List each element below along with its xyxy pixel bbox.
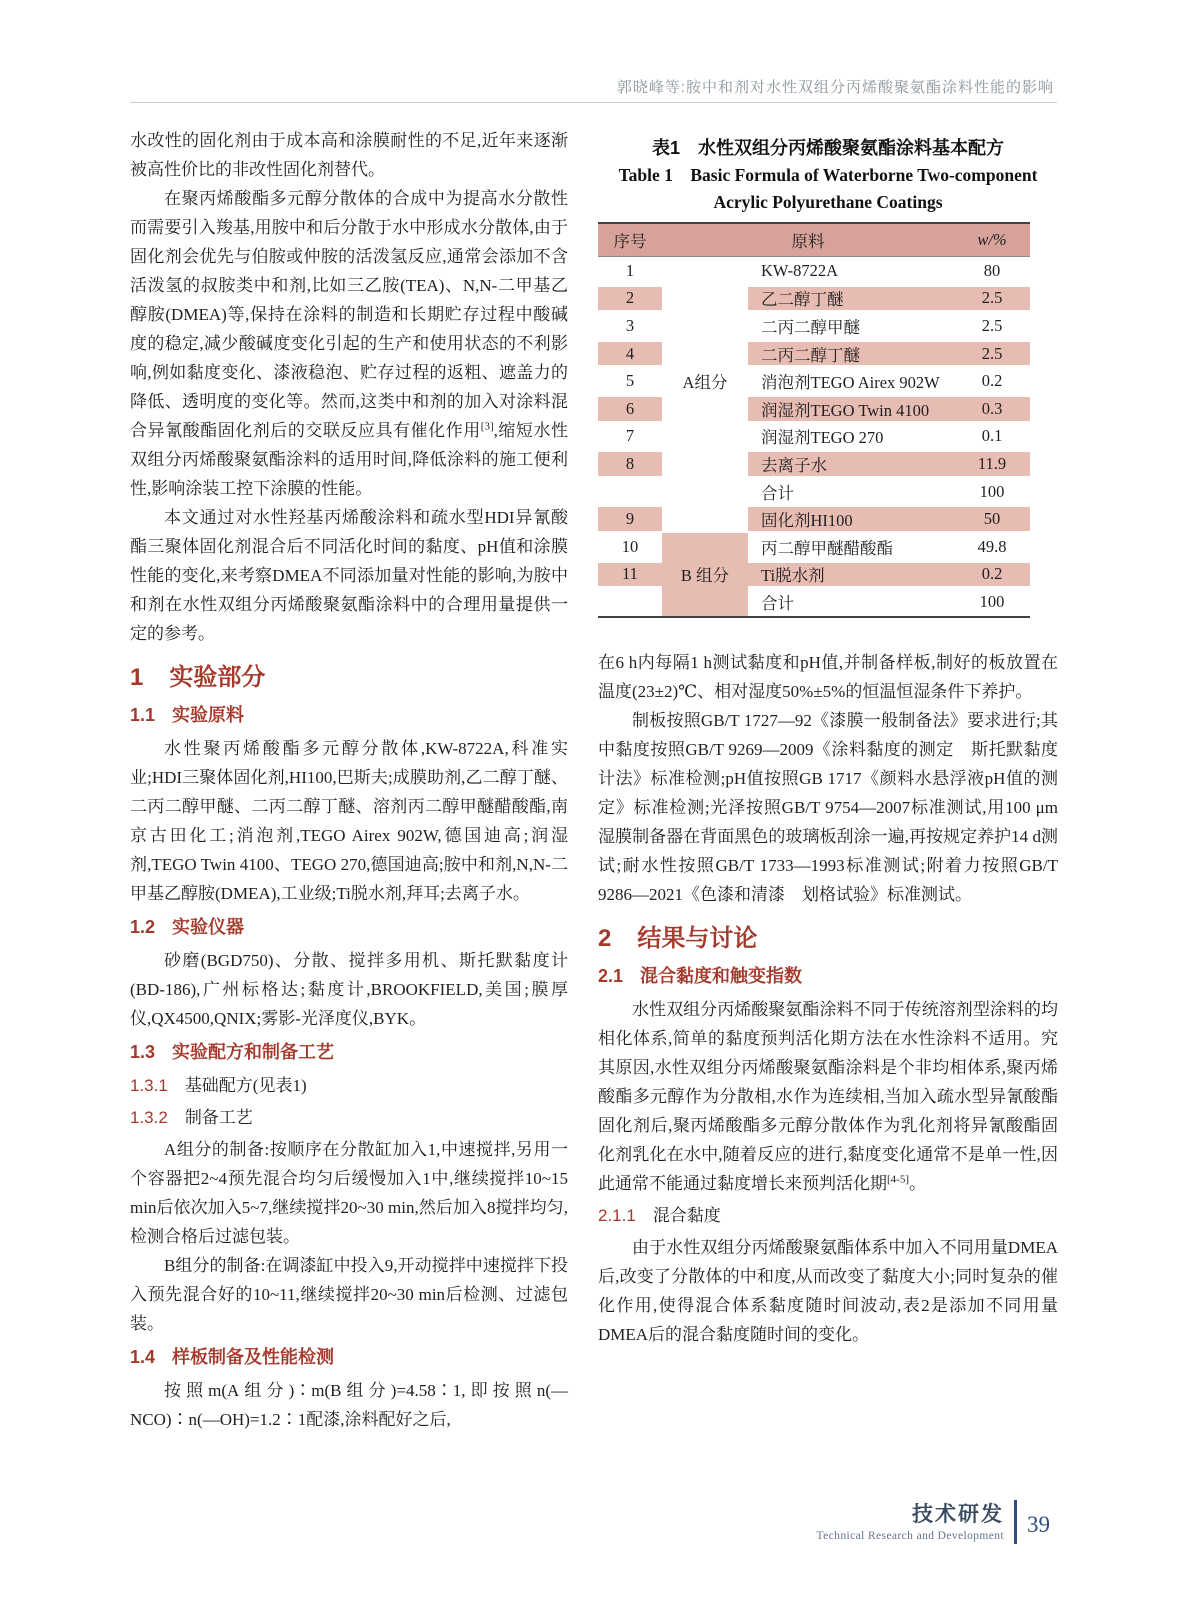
page-number: 39 bbox=[1027, 1512, 1050, 1537]
section-heading-2-1 bbox=[598, 963, 1058, 991]
table1-row-no: 8 bbox=[598, 450, 662, 478]
table1-row-material: 润湿剂TEGO Twin 4100 bbox=[748, 395, 954, 423]
section-1-3-title: 实验配方和制备工艺 bbox=[172, 1042, 335, 1063]
table1-row-w: 2.5 bbox=[954, 285, 1030, 313]
table1-row-material: 消泡剂TEGO Airex 902W bbox=[761, 373, 940, 393]
left-column bbox=[130, 126, 568, 1434]
table1-row-w: 0.2 bbox=[954, 561, 1030, 589]
footer-section bbox=[817, 1503, 1004, 1542]
section-1-3-2-number: 1.3.2 bbox=[130, 1108, 168, 1128]
footer-section-zh: 技术研发 bbox=[912, 1502, 1004, 1526]
section-1-2-number: 1.2 bbox=[130, 917, 156, 938]
section-heading-1-2 bbox=[130, 914, 568, 942]
section-heading-1-3-2 bbox=[130, 1103, 568, 1132]
section-2-1-title: 混合黏度和触变指数 bbox=[640, 966, 803, 987]
table1-row-material: 合计 bbox=[761, 593, 794, 613]
table1 bbox=[598, 222, 1030, 618]
page-content bbox=[130, 126, 1058, 1434]
section-1-number: 1 bbox=[130, 664, 144, 691]
table1-header-no: 序号 bbox=[598, 224, 662, 257]
table1-row-no bbox=[598, 588, 662, 616]
section-heading-1-3-1 bbox=[130, 1071, 568, 1100]
table1-header-material: 原料 bbox=[662, 224, 954, 257]
table1-row-material: 固化剂HI100 bbox=[748, 505, 954, 533]
section-2-number: 2 bbox=[598, 924, 612, 952]
paragraph-prep-a: A组分的制备:按顺序在分散缸加入1,中速搅拌,另用一个容器把2~4预先混合均匀后缓慢加入1中,继续搅拌10~15 min后依次加入5~7,继续搅拌20~30 min,然后加入8搅拌均匀,检测合格后过滤包装。 bbox=[130, 1140, 568, 1247]
section-1-2-title: 实验仪器 bbox=[172, 917, 245, 938]
section-2-1-1-number: 2.1.1 bbox=[598, 1206, 636, 1225]
footer-section-en: Technical Research and Development bbox=[816, 1529, 1004, 1542]
page-footer bbox=[817, 1500, 1050, 1544]
section-2-1-number: 2.1 bbox=[598, 966, 624, 987]
section-1-1-number: 1.1 bbox=[130, 705, 156, 726]
table1-row-w: 0.3 bbox=[954, 395, 1030, 423]
section-2-1-1-title: 混合黏度 bbox=[652, 1206, 721, 1225]
running-head: 郭晓峰等:胺中和剂对水性双组分丙烯酸聚氨酯涂料性能的影响 bbox=[616, 79, 1054, 96]
table1-row-no bbox=[598, 478, 662, 506]
table1-title-zh: 表1 水性双组分丙烯酸聚氨酯涂料基本配方 bbox=[651, 138, 1004, 158]
table1-row-no: 7 bbox=[625, 426, 635, 446]
paragraph-intro-2-tail: ,缩短水性双组分丙烯酸聚氨酯涂料的适用时间,降低涂料的施工便利性,影响涂装工控下涂膜的性能。 bbox=[130, 421, 569, 498]
paragraph-panel-prep: 按照m(A组分)∶m(B组分)=4.58∶1,即按照n(—NCO)∶n(—OH)=1.2∶1配漆,涂料配好之后, bbox=[130, 1380, 568, 1429]
table1-row-no: 1 bbox=[625, 260, 635, 280]
section-heading-1-1 bbox=[130, 702, 568, 730]
table1-row-material: KW-8722A bbox=[761, 260, 838, 280]
table1-row-no: 5 bbox=[625, 371, 635, 391]
table1-row-material: 二丙二醇甲醚 bbox=[761, 317, 860, 337]
paragraph-2-1-1: 由于水性双组分丙烯酸聚氨酯体系中加入不同用量DMEA后,改变了分散体的中和度,从而改变了黏度大小;同时复杂的催化作用,使得混合体系黏度随时间波动,表2是添加不同用量DMEA后的混合黏度随时间的变化。 bbox=[598, 1238, 1058, 1344]
section-heading-2-1-1 bbox=[598, 1201, 1058, 1230]
section-1-1-title: 实验原料 bbox=[172, 705, 245, 726]
table1-group-b-cell: B 组分 bbox=[662, 533, 748, 616]
table1-row-w: 0.2 bbox=[981, 371, 1003, 391]
table1-row-w: 0.1 bbox=[981, 426, 1003, 446]
paragraph-instruments: 砂磨(BGD750)、分散、搅拌多用机、斯托默黏度计(BD-186),广州标格达;黏度计,BROOKFIELD,美国;膜厚仪,QX4500,QNIX;雾影-光泽度仪,BYK。 bbox=[130, 951, 568, 1029]
section-1-title: 实验部分 bbox=[169, 664, 266, 691]
table1-row-no: 9 bbox=[598, 505, 662, 533]
table1-title-en-line1: Table 1 Basic Formula of Waterborne Two-component bbox=[618, 165, 1038, 185]
table1-header-w: w/% bbox=[954, 224, 1030, 257]
paragraph-2-1-tail: 。 bbox=[909, 1174, 926, 1193]
paragraph-intro-3: 本文通过对水性羟基丙烯酸涂料和疏水型HDI异氰酸酯三聚体固化剂混合后不同活化时间的黏度、pH值和涂膜性能的变化,来考察DMEA不同添加量对性能的影响,为胺中和剂在水性双组分丙烯酸聚氨酯涂料中的合理用量提供一定的参考。 bbox=[130, 508, 568, 643]
section-heading-2 bbox=[598, 923, 1058, 955]
table1-row-w: 49.8 bbox=[977, 536, 1007, 556]
section-2-title: 结果与讨论 bbox=[637, 924, 758, 952]
citation-3: [3] bbox=[480, 420, 494, 433]
table1-row-w: 100 bbox=[979, 591, 1005, 611]
citation-4-5: [4-5] bbox=[887, 1173, 909, 1186]
table1-row-w: 100 bbox=[979, 481, 1005, 501]
paragraph-2-1-text: 水性双组分丙烯酸聚氨酯涂料不同于传统溶剂型涂料的均相化体系,简单的黏度预判活化期方法在水性涂料不适用。究其原因,水性双组分丙烯酸聚氨酯涂料是个非均相体系,聚丙烯酸酯多元醇作为分散相,水作为连续相,当加入疏水型异氰酸酯固化剂后,聚丙烯酸酯多元醇分散体作为乳化剂将异氰酸酯固化剂乳化在水中,随着反应的进行,黏度变化通常不是单一性,因此通常不能通过黏度增长来预判活化期 bbox=[598, 1000, 1058, 1193]
footer-divider-bar bbox=[1014, 1500, 1017, 1544]
section-1-3-number: 1.3 bbox=[130, 1042, 156, 1063]
table1-row-no: 2 bbox=[598, 285, 662, 313]
table1-title-en-line2: Acrylic Polyurethane Coatings bbox=[713, 192, 943, 212]
section-heading-1-3 bbox=[130, 1039, 568, 1067]
section-1-3-2-title: 制备工艺 bbox=[184, 1108, 253, 1128]
table1-row-no: 3 bbox=[625, 315, 635, 335]
paragraph-prep-b: B组分的制备:在调漆缸中投入9,开动搅拌中速搅拌下投入预先混合好的10~11,继续搅拌20~30 min后检测、过滤包装。 bbox=[130, 1256, 568, 1334]
section-1-4-title: 样板制备及性能检测 bbox=[172, 1347, 335, 1368]
table1-row-no: 11 bbox=[598, 561, 662, 589]
table1-row-material: Ti脱水剂 bbox=[748, 561, 954, 589]
paragraph-2-1 bbox=[598, 995, 1058, 1198]
table1-row-material: 丙二醇甲醚醋酸酯 bbox=[761, 538, 893, 558]
paragraph-standards: 制板按照GB/T 1727—92《漆膜一般制备法》要求进行;其中黏度按照GB/T 9269—2009《涂料黏度的测定 斯托默黏度计法》标准检测;pH值按照GB 1717《颜料水悬浮液pH值的测定》标准检测;光泽按照GB/T 9754—2007标准测试,用100 μm湿膜制备器在背面黑色的玻璃板刮涂一遍,再按规定养护14 d测试;耐水性按照GB/T 1733—1993标准测试;附着力按照GB/T 9286—2021《色漆和清漆 划格试验》标准测试。 bbox=[598, 710, 1058, 904]
section-1-3-1-number: 1.3.1 bbox=[130, 1076, 168, 1096]
paragraph-intro-2 bbox=[130, 184, 568, 503]
table1-row-no: 6 bbox=[598, 395, 662, 423]
table1-row-material: 二丙二醇丁醚 bbox=[748, 340, 954, 368]
section-heading-1 bbox=[130, 662, 568, 694]
paragraph-after-table: 在6 h内每隔1 h测试黏度和pH值,并制备样板,制好的板放置在温度(23±2)℃、相对湿度50%±5%的恒温恒湿条件下养护。 bbox=[598, 652, 1058, 701]
right-column bbox=[598, 126, 1058, 1434]
table1-row-material: 合计 bbox=[761, 483, 794, 503]
table1-row-no: 10 bbox=[621, 536, 639, 556]
table1-row-no: 4 bbox=[598, 340, 662, 368]
section-1-3-1-title: 基础配方(见表1) bbox=[184, 1076, 307, 1096]
section-heading-1-4 bbox=[130, 1344, 568, 1372]
table1-row-w: 80 bbox=[983, 260, 1001, 280]
table1-row-w: 11.9 bbox=[954, 450, 1030, 478]
table1-row-w: 2.5 bbox=[981, 315, 1003, 335]
section-1-4-number: 1.4 bbox=[130, 1347, 156, 1368]
paragraph-carryover: 水改性的固化剂由于成本高和涂膜耐性的不足,近年来逐渐被高性价比的非改性固化剂替代。 bbox=[130, 131, 568, 179]
paragraph-intro-2-text: 在聚丙烯酸酯多元醇分散体的合成中为提高水分散性而需要引入羧基,用胺中和后分散于水中形成水分散体,由于固化剂会优先与伯胺或仲胺的活泼氢反应,通常会添加不含活泼氢的叔胺类中和剂,比如三乙胺(TEA)、N,N-二甲基乙醇胺(DMEA)等,保持在涂料的制造和长期贮存过程中酸碱度的稳定,减少酸碱度变化引起的生产和使用状态的不利影响,例如黏度变化、漆液稳泡、贮存过程的返粗、遮盖力的降低、透明度的变化等。然而,这类中和剂的加入对涂料混合异氰酸酯固化剂后的交联反应具有催化作用 bbox=[130, 189, 568, 440]
table1-row-material: 润湿剂TEGO 270 bbox=[761, 428, 884, 448]
table1-group-a-cell: A组分 bbox=[662, 257, 748, 505]
table1-row-material: 去离子水 bbox=[748, 450, 954, 478]
table1-row-material: 乙二醇丁醚 bbox=[748, 285, 954, 313]
header-rule bbox=[130, 102, 1057, 103]
paragraph-materials: 水性聚丙烯酸酯多元醇分散体,KW-8722A,科准实业;HDI三聚体固化剂,HI100,巴斯夫;成膜助剂,乙二醇丁醚、二丙二醇甲醚、二丙二醇丁醚、溶剂丙二醇甲醚醋酸酯,南京古田化工;消泡剂,TEGO Airex 902W,德国迪高;润湿剂,TEGO Twin 4100、TEGO 270,德国迪高;胺中和剂,N,N-二甲基乙醇胺(DMEA),工业级;Ti脱水剂,拜耳;去离子水。 bbox=[130, 739, 568, 904]
table1-row-w: 2.5 bbox=[954, 340, 1030, 368]
table1-row-w: 50 bbox=[954, 505, 1030, 533]
